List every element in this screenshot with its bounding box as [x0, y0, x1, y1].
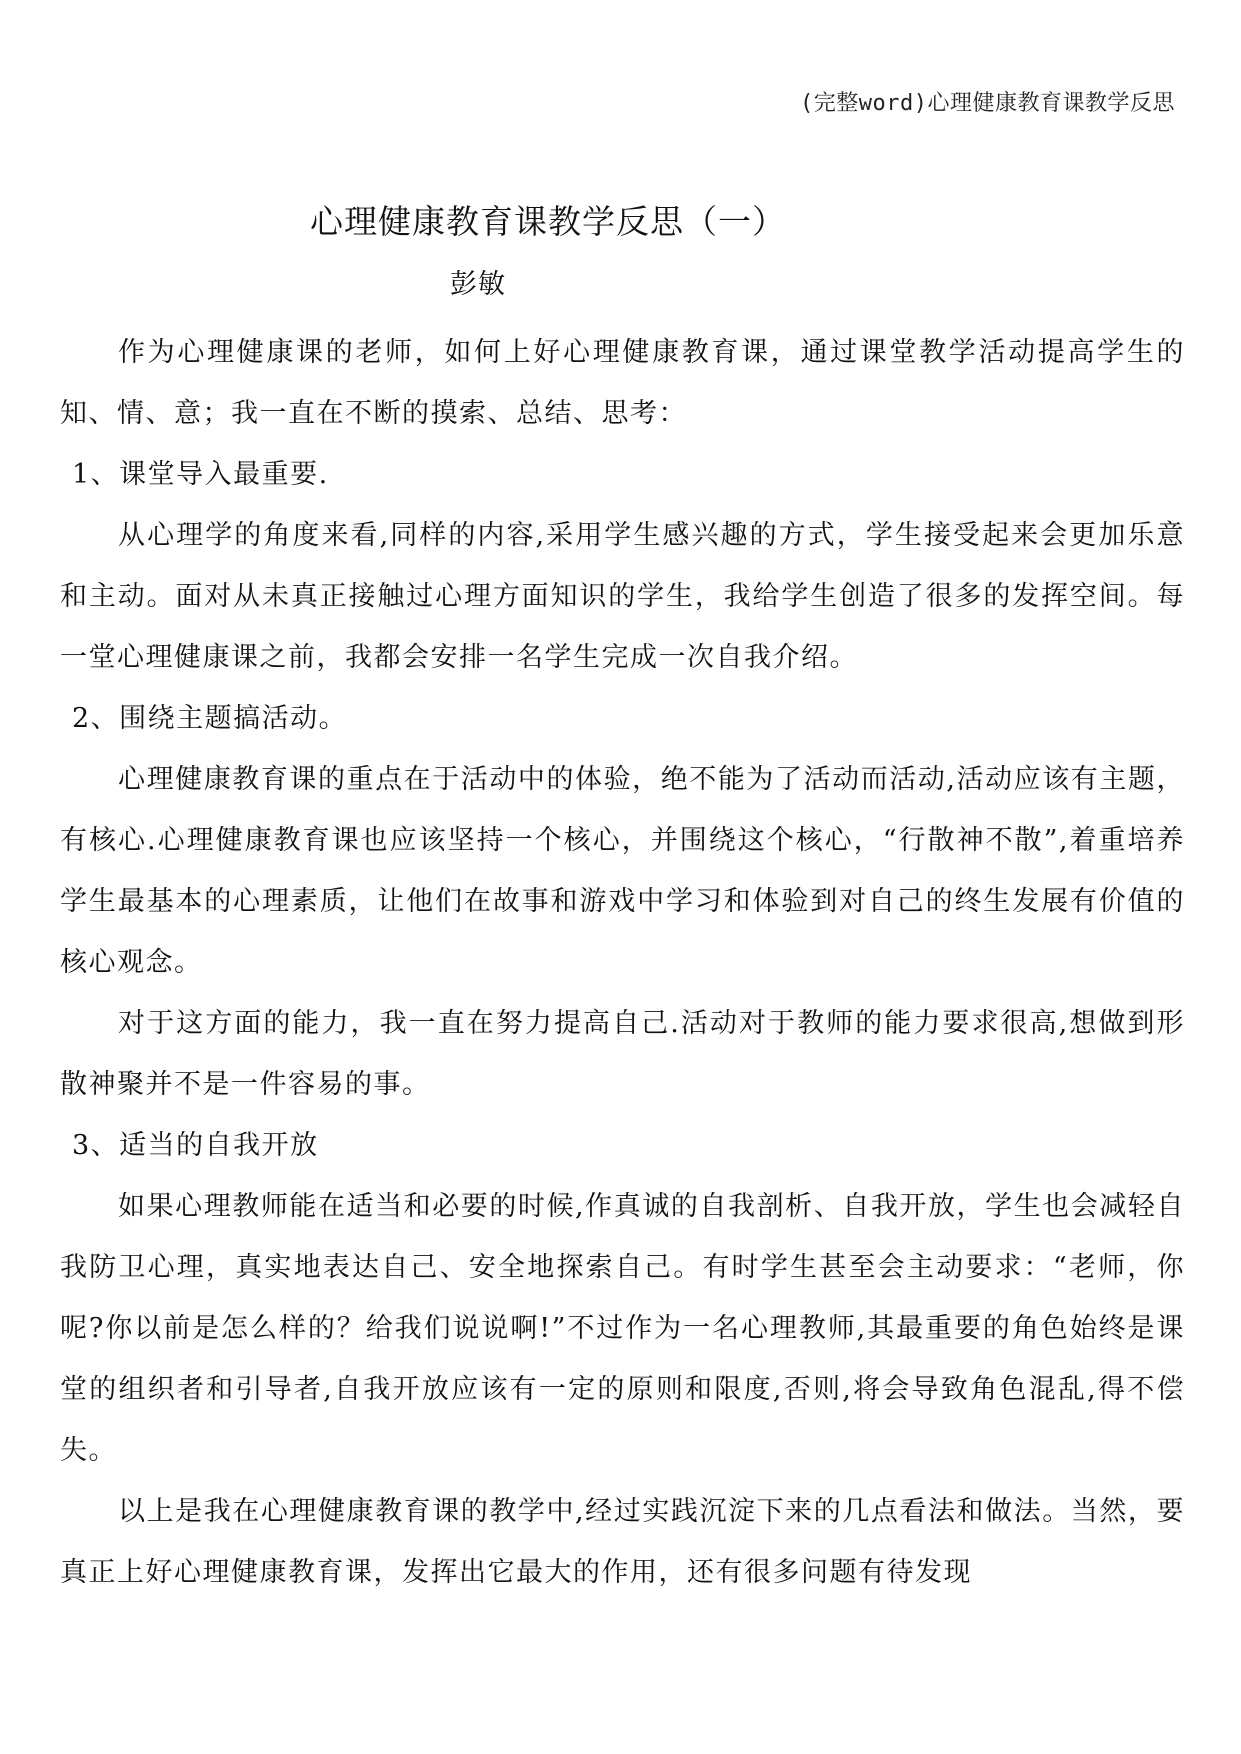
section-2-heading: 2、围绕主题搞活动。 — [72, 703, 348, 734]
section-3-paragraph: 如果心理教师能在适当和必要的时候,作真诚的自我剖析、自我开放，学生也会减轻自我防卫心理，真实地表达自己、安全地探索自己。有时学生甚至会主动要求：“老师，你呢?你以前是怎么样的？给我们说说啊!”不过作为一名心理教师,其最重要的角色始终是课堂的组织者和引导者,自我开放应该有一定的原则和限度,否则,将会导致角色混乱,得不偿失。 — [60, 1191, 1185, 1466]
section-2-paragraph-1: 心理健康教育课的重点在于活动中的体验，绝不能为了活动而活动,活动应该有主题，有核心.心理健康教育课也应该坚持一个核心，并围绕这个核心，“行散神不散”,着重培养学生最基本的心理素质，让他们在故事和游戏中学习和体验到对自己的终生发展有价值的核心观念。 — [60, 764, 1185, 978]
running-header: (完整word)心理健康教育课教学反思 — [800, 91, 1175, 116]
document-title: 心理健康教育课教学反思（一） — [310, 202, 786, 241]
conclusion-paragraph: 以上是我在心理健康教育课的教学中,经过实践沉淀下来的几点看法和做法。当然，要真正上好心理健康教育课，发挥出它最大的作用，还有很多问题有待发现 — [60, 1496, 1185, 1588]
section-1-heading: 1、课堂导入最重要. — [72, 459, 329, 490]
section-3-heading: 3、适当的自我开放 — [72, 1130, 319, 1161]
section-2-paragraph-2: 对于这方面的能力，我一直在努力提高自己.活动对于教师的能力要求很高,想做到形散神聚并不是一件容易的事。 — [60, 1008, 1185, 1100]
author-name: 彭敏 — [450, 269, 506, 300]
section-1-paragraph: 从心理学的角度来看,同样的内容,采用学生感兴趣的方式，学生接受起来会更加乐意和主动。面对从未真正接触过心理方面知识的学生，我给学生创造了很多的发挥空间。每一堂心理健康课之前，我都会安排一名学生完成一次自我介绍。 — [60, 520, 1185, 673]
intro-paragraph: 作为心理健康课的老师，如何上好心理健康教育课，通过课堂教学活动提高学生的知、情、意；我一直在不断的摸索、总结、思考： — [60, 337, 1185, 429]
document-body — [60, 322, 1185, 1603]
